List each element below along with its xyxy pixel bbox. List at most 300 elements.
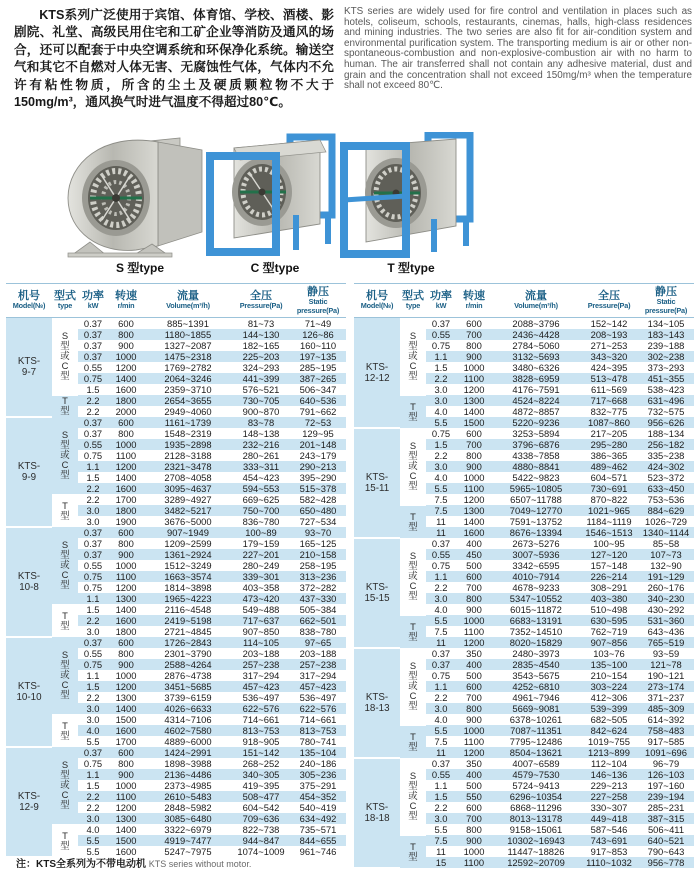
type-cell: T 型 xyxy=(400,395,426,428)
pressure-cell: 1087~860 xyxy=(588,417,630,428)
type-cell: S 型 或 C 型 xyxy=(408,330,418,382)
pressure-cell: 441~399 xyxy=(242,373,280,384)
model-cell: KTS- 9-7 xyxy=(6,318,52,418)
static-pressure-cell: 239~188 xyxy=(647,340,685,351)
speed-cell: 1700 xyxy=(115,494,137,505)
speed-cell: 1100 xyxy=(463,373,485,384)
power-cell: 2.2 xyxy=(434,373,448,384)
volume-cell: 4872~8857 xyxy=(512,406,560,417)
power-cell: 5.5 xyxy=(434,615,448,626)
volume-cell: 2708~4058 xyxy=(164,472,212,483)
static-pressure-cell: 71~49 xyxy=(304,318,332,329)
static-pressure-cell: 515~378 xyxy=(299,483,337,494)
static-pressure-cell: 373~293 xyxy=(647,362,685,373)
static-pressure-cell: 643~436 xyxy=(647,626,685,637)
volume-cell: 1161~1739 xyxy=(164,417,212,428)
power-cell: 3.0 xyxy=(434,593,448,604)
pressure-cell: 604~542 xyxy=(242,802,280,813)
speed-cell: 1400 xyxy=(115,824,137,835)
pressure-cell: 907~856 xyxy=(590,637,628,648)
static-pressure-cell: 727~534 xyxy=(299,516,337,527)
power-cell: 0.37 xyxy=(83,351,103,362)
power-cell: 1.5 xyxy=(86,384,100,395)
speed-cell: 1600 xyxy=(463,527,485,538)
pressure-cell: 210~154 xyxy=(590,670,628,681)
power-cell: 1.5 xyxy=(434,362,448,373)
power-cell: 2.2 xyxy=(86,692,100,703)
speed-cell: 800 xyxy=(466,593,482,604)
pressure-cell: 836~780 xyxy=(242,516,280,527)
pressure-cell: 317~294 xyxy=(242,670,280,681)
static-pressure-cell: 506~347 xyxy=(299,384,337,395)
static-pressure-cell: 201~148 xyxy=(299,439,337,450)
volume-cell: 4678~9233 xyxy=(512,582,560,593)
fan-figure-s-type xyxy=(60,136,220,276)
static-pressure-cell: 375~291 xyxy=(299,780,337,791)
speed-cell: 900 xyxy=(118,549,134,560)
volume-cell: 5422~9823 xyxy=(512,472,560,483)
pressure-cell: 1213~899 xyxy=(588,747,630,758)
static-pressure-cell: 340~230 xyxy=(647,593,685,604)
speed-cell: 400 xyxy=(466,659,482,670)
static-pressure-cell: 454~352 xyxy=(299,791,337,802)
pressure-cell: 832~775 xyxy=(590,406,628,417)
pressure-cell: 146~136 xyxy=(590,769,628,780)
static-pressure-cell: 371~237 xyxy=(647,692,685,703)
static-pressure-cell: 190~121 xyxy=(647,670,685,681)
speed-cell: 900 xyxy=(118,659,134,670)
pressure-cell: 630~595 xyxy=(590,615,628,626)
power-cell: 0.37 xyxy=(83,329,103,340)
column-header: 流量 Volume(m³/h) xyxy=(144,284,232,318)
speed-cell: 2000 xyxy=(115,406,137,417)
table-row xyxy=(354,428,694,439)
volume-cell: 4579~7530 xyxy=(512,769,560,780)
volume-cell: 6015~11872 xyxy=(510,604,562,615)
c-type-fan-image xyxy=(200,132,345,258)
intro-section xyxy=(0,7,700,111)
intro-chinese-paragraph: KTS系列广泛使用于宾馆、体育馆、学校、酒楼、影剧院、礼堂、高级民用住宅和工矿企业等消防及通风的场合，还可以配套于中央空调系统和环保净化系统。输送空气和其它不自燃对人体无害、无腐蚀性气体，气体内不允许有粘性物质，所含的尘土及硬质颗粒物不大于150mg/m³，通风换气时进气温度不得超过80℃。 xyxy=(14,8,334,110)
power-cell: 0.75 xyxy=(83,758,103,769)
type-cell: S 型 或 C 型 xyxy=(408,550,418,602)
model-cell: KTS- 15-11 xyxy=(354,428,400,538)
volume-cell: 4602~7580 xyxy=(164,725,212,736)
pressure-cell: 148~138 xyxy=(242,428,280,439)
power-cell: 2.2 xyxy=(434,692,448,703)
speed-cell: 600 xyxy=(466,681,482,692)
static-pressure-cell: 239~194 xyxy=(647,791,685,802)
static-pressure-cell: 961~746 xyxy=(299,846,337,857)
power-cell: 1.1 xyxy=(86,461,100,472)
pressure-cell: 1184~1119 xyxy=(586,516,632,527)
volume-cell: 4919~7477 xyxy=(164,835,212,846)
power-cell: 0.55 xyxy=(83,439,103,450)
power-cell: 0.55 xyxy=(431,329,451,340)
speed-cell: 1600 xyxy=(115,483,137,494)
speed-cell: 1800 xyxy=(115,626,137,637)
static-pressure-cell: 96~79 xyxy=(652,758,680,769)
pressure-cell: 83~78 xyxy=(247,417,275,428)
power-cell: 4.0 xyxy=(434,714,448,725)
table-row xyxy=(354,725,694,736)
power-cell: 4.0 xyxy=(434,406,448,417)
power-cell: 11 xyxy=(436,527,446,538)
power-cell: 2.2 xyxy=(434,450,448,461)
pressure-cell: 743~691 xyxy=(590,835,628,846)
volume-cell: 3543~5675 xyxy=(512,670,560,681)
static-pressure-cell: 536~497 xyxy=(299,692,337,703)
static-pressure-cell: 582~428 xyxy=(299,494,337,505)
volume-cell: 7591~13752 xyxy=(509,516,563,527)
table-row xyxy=(6,604,346,615)
volume-cell: 1548~2319 xyxy=(164,428,212,439)
speed-cell: 350 xyxy=(466,648,482,659)
static-pressure-cell: 134~105 xyxy=(647,318,685,329)
volume-cell: 1726~2843 xyxy=(164,637,212,648)
model-cell: KTS- 12-9 xyxy=(6,747,52,857)
pressure-cell: 403~380 xyxy=(590,593,628,604)
volume-cell: 7352~14510 xyxy=(509,626,563,637)
volume-cell: 2359~3710 xyxy=(164,384,212,395)
static-pressure-cell: 838~780 xyxy=(299,626,337,637)
pressure-cell: 682~505 xyxy=(590,714,628,725)
power-cell: 0.75 xyxy=(431,340,451,351)
pressure-cell: 114~105 xyxy=(242,637,280,648)
pressure-cell: 152~142 xyxy=(590,318,628,329)
power-cell: 0.75 xyxy=(431,670,451,681)
pressure-cell: 333~311 xyxy=(242,461,280,472)
column-header: 全压 Pressure(Pa) xyxy=(232,284,290,318)
power-cell: 3.0 xyxy=(86,714,100,725)
static-pressure-cell: 317~294 xyxy=(299,670,337,681)
spec-tables-section xyxy=(6,283,694,869)
speed-cell: 1300 xyxy=(115,593,137,604)
static-pressure-cell: 126~103 xyxy=(647,769,685,780)
power-cell: 5.5 xyxy=(434,725,448,736)
static-pressure-cell: 132~90 xyxy=(650,560,682,571)
static-pressure-cell: 197~135 xyxy=(299,351,337,362)
static-pressure-cell: 97~65 xyxy=(304,637,332,648)
power-cell: 0.55 xyxy=(83,648,103,659)
power-cell: 0.75 xyxy=(83,582,103,593)
fan-figure-t-type xyxy=(336,132,486,276)
fan-label-c: C 型type xyxy=(250,261,300,275)
static-pressure-cell: 302~238 xyxy=(647,351,685,362)
pressure-cell: 144~130 xyxy=(242,329,280,340)
power-cell: 1.5 xyxy=(86,681,100,692)
speed-cell: 1000 xyxy=(115,439,137,450)
power-cell: 0.37 xyxy=(431,659,451,670)
volume-cell: 4007~6589 xyxy=(512,758,560,769)
model-cell: KTS- 9-9 xyxy=(6,417,52,527)
pressure-cell: 103~76 xyxy=(593,648,625,659)
pressure-cell: 508~477 xyxy=(242,791,280,802)
static-pressure-cell: 93~70 xyxy=(304,527,332,538)
column-header: 机号 Model(№) xyxy=(6,284,52,318)
speed-cell: 1200 xyxy=(115,362,137,373)
speed-cell: 1400 xyxy=(463,516,485,527)
volume-cell: 6296~10354 xyxy=(509,791,563,802)
power-cell: 2.2 xyxy=(86,395,100,406)
fan-label-s: S 型type xyxy=(115,261,164,275)
pressure-cell: 594~553 xyxy=(242,483,280,494)
power-cell: 0.55 xyxy=(431,769,451,780)
volume-cell: 5247~7975 xyxy=(164,846,212,857)
power-cell: 11 xyxy=(436,747,446,758)
volume-cell: 3739~6159 xyxy=(164,692,212,703)
footnote xyxy=(16,855,251,870)
pressure-cell: 669~625 xyxy=(242,494,280,505)
power-cell: 1.1 xyxy=(86,769,100,780)
volume-cell: 907~1949 xyxy=(167,527,209,538)
table-row xyxy=(354,648,694,659)
column-header: 全压 Pressure(Pa) xyxy=(580,284,638,318)
power-cell: 3.0 xyxy=(434,461,448,472)
volume-cell: 5347~10552 xyxy=(509,593,563,604)
pressure-cell: 217~205 xyxy=(590,428,628,439)
volume-cell: 4338~7858 xyxy=(512,450,560,461)
power-cell: 1.5 xyxy=(434,439,448,450)
table-row xyxy=(6,318,346,330)
volume-cell: 7049~12770 xyxy=(509,505,563,516)
volume-cell: 2436~4428 xyxy=(512,329,560,340)
static-pressure-cell: 335~238 xyxy=(647,450,685,461)
speed-cell: 1000 xyxy=(463,846,485,857)
power-cell: 0.37 xyxy=(83,428,103,439)
speed-cell: 1000 xyxy=(115,670,137,681)
speed-cell: 1000 xyxy=(115,351,137,362)
pressure-cell: 730~691 xyxy=(590,483,628,494)
pressure-cell: 280~261 xyxy=(242,450,280,461)
pressure-cell: 208~193 xyxy=(590,329,628,340)
static-pressure-cell: 631~496 xyxy=(647,395,685,406)
pressure-cell: 1110~1032 xyxy=(586,857,632,868)
static-pressure-cell: 732~575 xyxy=(647,406,685,417)
power-cell: 2.2 xyxy=(86,494,100,505)
speed-cell: 1200 xyxy=(115,681,137,692)
volume-cell: 2673~5276 xyxy=(512,538,560,549)
volume-cell: 4314~7106 xyxy=(164,714,212,725)
static-pressure-cell: 290~213 xyxy=(299,461,337,472)
speed-cell: 1000 xyxy=(463,725,485,736)
speed-cell: 1700 xyxy=(115,736,137,747)
static-pressure-cell: 191~129 xyxy=(647,571,685,582)
table-row xyxy=(354,395,694,406)
pressure-cell: 604~571 xyxy=(590,472,628,483)
pressure-cell: 907~850 xyxy=(242,626,280,637)
static-pressure-cell: 813~753 xyxy=(299,725,337,736)
power-cell: 2.2 xyxy=(86,406,100,417)
header-row xyxy=(354,284,694,318)
pressure-cell: 100~95 xyxy=(593,538,625,549)
speed-cell: 1600 xyxy=(115,846,137,857)
static-pressure-cell: 531~360 xyxy=(647,615,685,626)
power-cell: 15 xyxy=(435,857,447,868)
spec-table-right-container xyxy=(354,283,694,869)
power-cell: 1.5 xyxy=(434,791,448,802)
power-cell: 7.5 xyxy=(434,835,448,846)
power-cell: 0.75 xyxy=(83,450,103,461)
pressure-cell: 386~365 xyxy=(590,450,628,461)
speed-cell: 1500 xyxy=(115,714,137,725)
pressure-cell: 112~104 xyxy=(590,758,628,769)
column-header: 静压 Static pressure(Pa) xyxy=(638,284,694,318)
power-cell: 1.1 xyxy=(434,780,448,791)
pressure-cell: 232~216 xyxy=(242,439,280,450)
table-row xyxy=(354,835,694,846)
power-cell: 11 xyxy=(436,637,446,648)
power-cell: 2.2 xyxy=(86,615,100,626)
type-cell: T 型 xyxy=(52,714,78,747)
pressure-cell: 280~249 xyxy=(242,560,280,571)
pressure-cell: 229~213 xyxy=(590,780,628,791)
speed-cell: 350 xyxy=(466,758,482,769)
speed-cell: 600 xyxy=(466,571,482,582)
speed-cell: 500 xyxy=(466,670,482,681)
speed-cell: 1400 xyxy=(463,406,485,417)
volume-cell: 2876~4738 xyxy=(164,670,212,681)
pressure-cell: 1074~1009 xyxy=(237,846,285,857)
pressure-cell: 1019~755 xyxy=(588,736,630,747)
static-pressure-cell: 485~309 xyxy=(647,703,685,714)
speed-cell: 1100 xyxy=(463,736,485,747)
volume-cell: 1965~4223 xyxy=(164,593,212,604)
pressure-cell: 303~224 xyxy=(590,681,628,692)
volume-cell: 885~1391 xyxy=(167,318,209,329)
speed-cell: 800 xyxy=(466,340,482,351)
static-pressure-cell: 121~78 xyxy=(650,659,682,670)
pressure-cell: 900~870 xyxy=(242,406,280,417)
type-cell: S 型 或 C 型 xyxy=(408,440,418,492)
static-pressure-cell: 622~576 xyxy=(299,703,337,714)
pressure-cell: 135~100 xyxy=(590,659,628,670)
volume-cell: 4252~6810 xyxy=(512,681,560,692)
speed-cell: 800 xyxy=(466,450,482,461)
static-pressure-cell: 285~195 xyxy=(299,362,337,373)
volume-cell: 4961~7946 xyxy=(512,692,560,703)
power-cell: 3.0 xyxy=(434,384,448,395)
power-cell: 5.5 xyxy=(86,835,100,846)
volume-cell: 1935~2898 xyxy=(164,439,212,450)
power-cell: 0.37 xyxy=(83,747,103,758)
power-cell: 0.37 xyxy=(83,538,103,549)
static-pressure-cell: 165~125 xyxy=(299,538,337,549)
volume-cell: 6683~13191 xyxy=(509,615,563,626)
power-cell: 0.37 xyxy=(431,648,451,659)
speed-cell: 700 xyxy=(466,582,482,593)
volume-cell: 8013~13178 xyxy=(509,813,563,824)
power-cell: 5.5 xyxy=(434,483,448,494)
volume-cell: 4010~7914 xyxy=(512,571,560,582)
pressure-cell: 717~637 xyxy=(242,615,280,626)
static-pressure-cell: 126~86 xyxy=(302,329,334,340)
volume-cell: 3480~6326 xyxy=(512,362,560,373)
speed-cell: 800 xyxy=(466,703,482,714)
volume-cell: 2480~3973 xyxy=(512,648,560,659)
volume-cell: 2321~3478 xyxy=(164,461,212,472)
speed-cell: 1200 xyxy=(463,637,485,648)
static-pressure-cell: 791~662 xyxy=(299,406,337,417)
pressure-cell: 339~301 xyxy=(242,571,280,582)
speed-cell: 900 xyxy=(466,351,482,362)
speed-cell: 450 xyxy=(466,549,482,560)
fan-figure-c-type xyxy=(200,132,350,276)
pressure-cell: 489~462 xyxy=(590,461,628,472)
power-cell: 5.5 xyxy=(86,736,100,747)
speed-cell: 900 xyxy=(466,835,482,846)
volume-cell: 3322~6979 xyxy=(164,824,212,835)
volume-cell: 6868~11296 xyxy=(510,802,562,813)
column-header: 功率 kW xyxy=(78,284,108,318)
speed-cell: 800 xyxy=(118,758,134,769)
model-cell: KTS- 18-18 xyxy=(354,758,400,868)
speed-cell: 600 xyxy=(118,318,134,329)
pressure-cell: 424~395 xyxy=(590,362,628,373)
pressure-cell: 944~847 xyxy=(242,835,280,846)
static-pressure-cell: 188~134 xyxy=(647,428,685,439)
speed-cell: 1200 xyxy=(115,461,137,472)
volume-cell: 1512~3249 xyxy=(164,560,212,571)
speed-cell: 1400 xyxy=(115,703,137,714)
static-pressure-cell: 956~626 xyxy=(647,417,685,428)
power-cell: 7.5 xyxy=(434,505,448,516)
static-pressure-cell: 437~330 xyxy=(299,593,337,604)
speed-cell: 500 xyxy=(466,560,482,571)
speed-cell: 900 xyxy=(466,461,482,472)
table-row xyxy=(6,494,346,505)
static-pressure-cell: 430~292 xyxy=(647,604,685,615)
speed-cell: 600 xyxy=(466,428,482,439)
volume-cell: 3482~5217 xyxy=(164,505,212,516)
power-cell: 4.0 xyxy=(86,725,100,736)
type-cell: S 型 或 C 型 xyxy=(60,429,70,481)
power-cell: 7.5 xyxy=(434,736,448,747)
speed-cell: 1300 xyxy=(463,395,485,406)
column-header: 型式 type xyxy=(52,284,78,318)
power-cell: 0.75 xyxy=(431,428,451,439)
volume-cell: 8020~15829 xyxy=(509,637,563,648)
static-pressure-cell: 240~186 xyxy=(299,758,337,769)
speed-cell: 1800 xyxy=(115,505,137,516)
power-cell: 4.0 xyxy=(434,472,448,483)
static-pressure-cell: 735~571 xyxy=(299,824,337,835)
static-pressure-cell: 372~282 xyxy=(299,582,337,593)
volume-cell: 2848~5982 xyxy=(164,802,212,813)
power-cell: 0.37 xyxy=(431,538,451,549)
pressure-cell: 324~293 xyxy=(242,362,280,373)
pressure-cell: 179~159 xyxy=(242,538,280,549)
static-pressure-cell: 640~536 xyxy=(299,395,337,406)
type-cell: S 型 或 C 型 xyxy=(60,539,70,591)
volume-cell: 3342~6595 xyxy=(512,560,560,571)
power-cell: 1.1 xyxy=(434,571,448,582)
volume-cell: 4176~7591 xyxy=(512,384,560,395)
volume-cell: 1180~1855 xyxy=(164,329,212,340)
volume-cell: 3289~4927 xyxy=(164,494,212,505)
pressure-cell: 750~700 xyxy=(242,505,280,516)
static-pressure-cell: 160~110 xyxy=(299,340,337,351)
power-cell: 11 xyxy=(436,846,446,857)
power-cell: 11 xyxy=(436,516,446,527)
static-pressure-cell: 523~372 xyxy=(647,472,685,483)
speed-cell: 900 xyxy=(466,604,482,615)
volume-cell: 1475~2318 xyxy=(164,351,212,362)
table-row xyxy=(354,505,694,516)
speed-cell: 700 xyxy=(466,692,482,703)
speed-cell: 800 xyxy=(118,648,134,659)
power-cell: 1.5 xyxy=(86,780,100,791)
speed-cell: 400 xyxy=(466,769,482,780)
